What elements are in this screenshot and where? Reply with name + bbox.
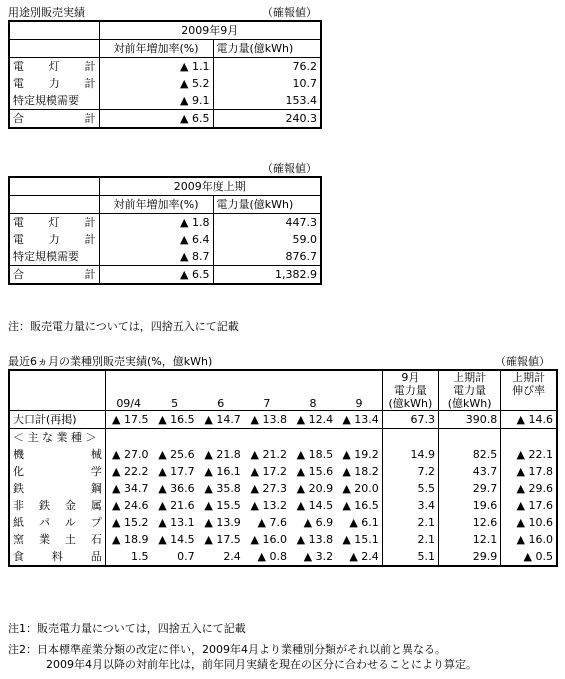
row-h1-growth: ▲ 29.6 [516, 482, 553, 495]
row-power: 59.0 [292, 233, 317, 246]
row-h1-power: 12.1 [438, 531, 500, 548]
table-row-total [9, 110, 321, 129]
row-value: ▲ 13.2 [250, 499, 287, 512]
row-value: ▲ 18.5 [296, 448, 334, 461]
table1-period: 2009年9月 [99, 21, 321, 40]
row-label: 合 計 [9, 266, 99, 285]
col-sep-power-line2: 電力量 [382, 384, 438, 397]
row-label: 電 力 計 [9, 231, 99, 248]
table2 [8, 176, 322, 285]
row-value: ▲ 17.2 [250, 465, 287, 478]
row-label: 鉄 鋼 [9, 480, 105, 497]
table1-col-power: 電力量(億kWh) [213, 40, 321, 58]
row-value: ▲ 25.6 [158, 448, 195, 461]
table2-col-change: 対前年増加率(%) [99, 196, 213, 214]
row-value: ▲ 3.2 [303, 550, 334, 563]
row-sep-power: 3.4 [382, 497, 438, 514]
col-h1-power-line1: 上期計 [438, 370, 500, 384]
table1-status-note: （確報値） [262, 6, 317, 19]
row-change: ▲ 9.1 [99, 92, 213, 110]
row-value: ▲ 7.6 [257, 516, 287, 529]
row-h1-power: 82.5 [438, 446, 500, 463]
row-value: 1.5 [131, 550, 149, 563]
row-value: ▲ 24.6 [112, 499, 149, 512]
table-row [9, 480, 557, 497]
row-value: ▲ 17.5 [204, 533, 241, 546]
row-value: ▲ 18.2 [336, 463, 382, 480]
row-sep-power: 14.9 [382, 446, 438, 463]
footnote-1: 注1：販売電力量については，四捨五入にて記載 [8, 622, 246, 635]
section-row [9, 429, 557, 447]
row-value: ▲ 13.4 [336, 411, 382, 429]
table-row [9, 92, 321, 110]
col-sep-power-line3: (億kWh) [382, 397, 438, 411]
row-label: 食 料 品 [9, 548, 105, 566]
col-month: 5 [152, 397, 198, 411]
row-h1-growth: ▲ 0.5 [523, 550, 553, 563]
row-value: ▲ 16.5 [336, 497, 382, 514]
row-value: ▲ 36.6 [158, 482, 195, 495]
row-label: 化 学 [9, 463, 105, 480]
row-label: 特定規模需要 [9, 248, 99, 266]
row-label: 機 械 [9, 446, 105, 463]
row-value: ▲ 14.5 [296, 499, 334, 512]
table2-period: 2009年度上期 [99, 177, 321, 196]
row-h1-growth: ▲ 16.0 [516, 533, 553, 546]
row-value: ▲ 27.3 [250, 482, 287, 495]
table-row [9, 248, 321, 266]
table1-col-change: 対前年増加率(%) [99, 40, 213, 58]
row-label: 電 力 計 [9, 75, 99, 92]
table-row [9, 231, 321, 248]
row-value: ▲ 15.1 [336, 531, 382, 548]
row-h1-power: 390.8 [438, 411, 500, 429]
row-change: ▲ 8.7 [99, 248, 213, 266]
row-power: 240.3 [285, 112, 317, 125]
row-value: ▲ 17.5 [105, 411, 151, 429]
row-label: 合 計 [9, 110, 99, 129]
row-value: ▲ 20.0 [336, 480, 382, 497]
row-power: 876.7 [213, 248, 321, 266]
row-value: ▲ 15.2 [112, 516, 149, 529]
table-row [9, 497, 557, 514]
row-value: ▲ 19.2 [336, 446, 382, 463]
table-row-total [9, 266, 321, 285]
row-value: ▲ 6.1 [336, 514, 382, 531]
row-value: ▲ 18.9 [112, 533, 149, 546]
row-label: 電 灯 計 [9, 58, 99, 76]
section-label: ＜ 主 な 業 種 ＞ [9, 429, 105, 447]
row-value: ▲ 21.6 [158, 499, 195, 512]
row-change: ▲ 1.8 [99, 214, 213, 232]
col-month: 09/4 [105, 397, 151, 411]
row-sep-power: 67.3 [382, 411, 438, 429]
col-month: 7 [244, 397, 290, 411]
row-value: ▲ 13.1 [158, 516, 195, 529]
row-value: ▲ 16.0 [250, 533, 287, 546]
table2-footnote: 注：販売電力量については，四捨五入にて記載 [8, 320, 239, 333]
col-month: 8 [290, 397, 336, 411]
table3-title: 最近6ヵ月の業種別販売実績(%，億kWh) [8, 355, 213, 368]
row-label: 窯 業 土 石 [9, 531, 105, 548]
table1 [8, 20, 322, 129]
row-value: ▲ 6.9 [303, 516, 334, 529]
row-h1-growth: ▲ 10.6 [516, 516, 553, 529]
table-row [9, 446, 557, 463]
row-change: ▲ 1.1 [99, 58, 213, 76]
row-value: ▲ 16.1 [204, 465, 241, 478]
col-h1-growth-line1: 上期計 [512, 371, 546, 384]
row-h1-power: 43.7 [438, 463, 500, 480]
row-power: 76.2 [292, 60, 317, 73]
row-label: 特定規模需要 [9, 92, 99, 110]
row-value: 2.4 [223, 550, 241, 563]
row-label: 電 灯 計 [9, 214, 99, 232]
row-value: ▲ 13.8 [244, 411, 290, 429]
col-month: 9 [336, 397, 382, 411]
row-sep-power: 2.1 [382, 514, 438, 531]
table-row [9, 514, 557, 531]
row-power: 1,382.9 [275, 268, 317, 281]
row-power: 10.7 [292, 77, 317, 90]
table-row [9, 58, 321, 76]
row-sep-power: 5.1 [382, 548, 438, 566]
row-value: ▲ 20.9 [296, 482, 334, 495]
row-value: ▲ 21.8 [204, 448, 241, 461]
row-value: ▲ 0.8 [257, 550, 287, 563]
row-change: ▲ 6.4 [99, 231, 213, 248]
row-h1-power: 19.6 [438, 497, 500, 514]
table-row [9, 75, 321, 92]
row-value: ▲ 13.8 [296, 533, 334, 546]
table1-title: 用途別販売実績 [8, 6, 85, 19]
table-row [9, 463, 557, 480]
row-value: ▲ 14.7 [198, 411, 244, 429]
row-value: ▲ 21.2 [250, 448, 287, 461]
row-value: ▲ 2.4 [336, 548, 382, 566]
row-value: ▲ 27.0 [112, 448, 149, 461]
row-change: ▲ 5.2 [99, 75, 213, 92]
row-change: ▲ 6.5 [99, 110, 213, 129]
footnote-2-line1: 注2：日本標準産業分類の改定に伴い，2009年4月より業種別分類がそれ以前と異なる。 [8, 643, 446, 656]
row-h1-growth: ▲ 17.8 [516, 465, 553, 478]
row-sep-power: 2.1 [382, 531, 438, 548]
row-value: ▲ 14.5 [158, 533, 195, 546]
row-value: ▲ 15.5 [204, 499, 241, 512]
table-row-total [9, 411, 557, 429]
row-h1-growth: ▲ 17.6 [516, 499, 553, 512]
col-month: 6 [198, 397, 244, 411]
row-label: 紙 パ ル プ [9, 514, 105, 531]
row-value: ▲ 16.5 [152, 411, 198, 429]
table2-status-note: （確報値） [262, 162, 317, 175]
col-h1-power-line2: 電力量 [438, 384, 500, 397]
row-value: 0.7 [177, 550, 195, 563]
row-value: ▲ 17.7 [158, 465, 195, 478]
row-label: 非 鉄 金 属 [9, 497, 105, 514]
row-sep-power: 7.2 [382, 463, 438, 480]
row-h1-power: 29.7 [438, 480, 500, 497]
row-power: 153.4 [213, 92, 321, 110]
table3 [8, 369, 558, 567]
row-value: ▲ 22.2 [112, 465, 149, 478]
row-change: ▲ 6.5 [99, 266, 213, 285]
row-h1-power: 12.6 [438, 514, 500, 531]
row-power: 447.3 [285, 216, 317, 229]
col-h1-power-line3: (億kWh) [438, 397, 500, 411]
row-value: ▲ 34.7 [112, 482, 149, 495]
col-h1-growth-line2: 伸び率 [512, 384, 546, 397]
row-label: 大口計(再掲) [9, 411, 105, 429]
table3-status-note: （確報値） [495, 355, 550, 368]
row-h1-power: 29.9 [438, 548, 500, 566]
table-row [9, 531, 557, 548]
table-row [9, 214, 321, 232]
row-value: ▲ 35.8 [204, 482, 241, 495]
table-row [9, 548, 557, 566]
table2-col-power: 電力量(億kWh) [213, 196, 321, 214]
row-h1-growth: ▲ 14.6 [501, 411, 557, 429]
row-value: ▲ 12.4 [290, 411, 336, 429]
row-value: ▲ 15.6 [296, 465, 334, 478]
col-sep-power-line1: 9月 [382, 370, 438, 384]
row-sep-power: 5.5 [382, 480, 438, 497]
footnote-2-line2: 2009年4月以降の対前年比は，前年同月実績を現在の区分に合わせることにより算定。 [46, 658, 477, 671]
row-h1-growth: ▲ 22.1 [516, 448, 553, 461]
row-value: ▲ 13.9 [204, 516, 241, 529]
